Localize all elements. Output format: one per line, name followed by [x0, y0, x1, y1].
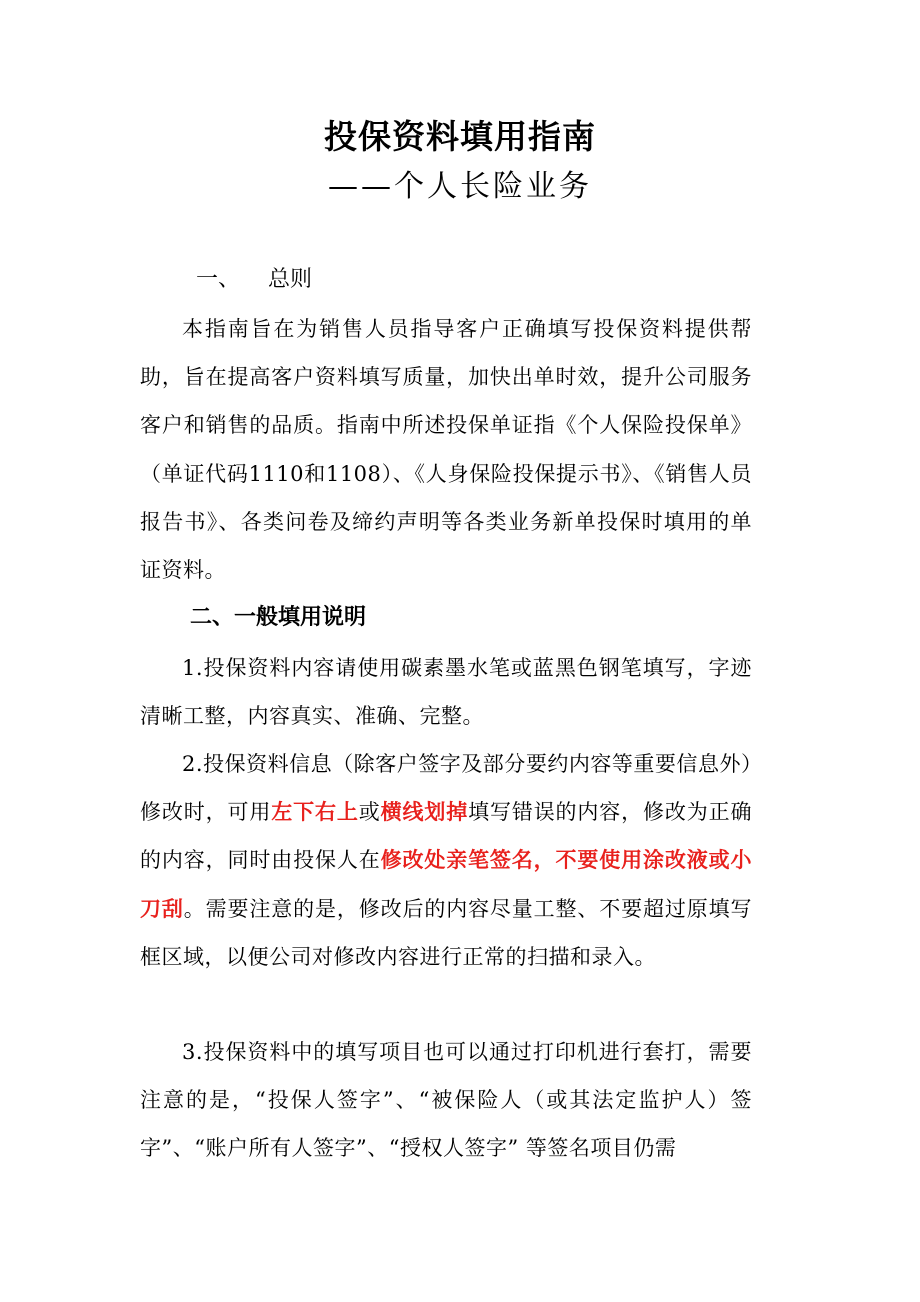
section-heading-usage: 二、一般填用说明	[190, 605, 367, 630]
list-item-2	[140, 740, 752, 981]
list-item-1: 1.投保资料内容请使用碳素墨水笔或蓝黑色钢笔填写，字迹清晰工整，内容真实、准确、完整。	[140, 656, 752, 729]
document-title: 投保资料填用指南	[324, 117, 596, 156]
item2-text-1: 2.投保资料信息（除客户签字及部分要约内容等重要信息外）修改时，可用	[140, 752, 752, 825]
paragraph-general: 本指南旨在为销售人员指导客户正确填写投保资料提供帮助，旨在提高客户资料填写质量，加快出单时效，提升公司服务客户和销售的品质。指南中所述投保单证指《个人保险投保单》（单证代码1110和1108）、《人身保险投保提示书》、《销售人员报告书》、各类问卷及缔约声明等各类业务新单投保时填用的单证资料。	[140, 317, 752, 583]
item2-text-4: 。需要注意的是，修改后的内容尽量工整、不要超过原填写框区域，以便公司对修改内容进行正常的扫描和录入。	[140, 896, 753, 969]
document-subtitle: ——个人长险业务	[328, 169, 592, 204]
item2-text-2: 或	[358, 800, 381, 825]
emphasis-signature-rule: 修改处亲笔签名，不要使用涂改液或小刀刮	[140, 847, 753, 921]
emphasis-strikethrough: 横线划掉	[380, 799, 469, 825]
emphasis-diagonal: 左下右上	[271, 799, 359, 825]
item2-text-3: 填写错误的内容，修改为正确的内容，同时由投保人在	[140, 800, 753, 873]
section-heading-general: 一、 总则	[196, 267, 312, 292]
list-item-3: 3.投保资料中的填写项目也可以通过打印机进行套打，需要注意的是，“投保人签字”、“被保险人（或其法定监护人）签字”、“账户所有人签字”、“授权人签字” 等签名项目仍需	[140, 1040, 752, 1161]
